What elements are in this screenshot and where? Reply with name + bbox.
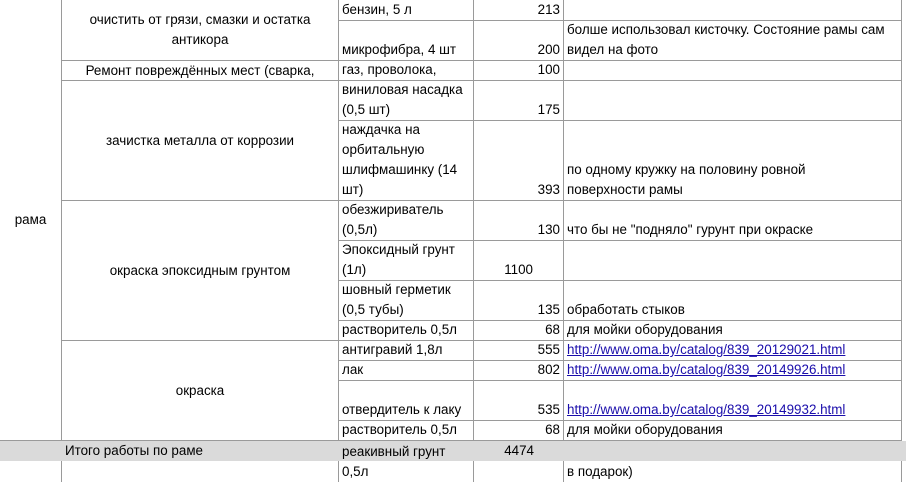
item-price: 213 (537, 2, 560, 17)
item-price: 135 (537, 302, 560, 317)
item-price: 68 (545, 422, 560, 437)
item-name: Эпоксидный грунт (1л) (342, 242, 455, 277)
item-note-cell[interactable] (564, 201, 902, 241)
op-clean-cell[interactable] (62, 0, 339, 61)
op-paint-cell[interactable] (62, 341, 339, 441)
group-cell[interactable] (0, 0, 62, 441)
item-name-cell[interactable] (339, 121, 474, 201)
item-price-cell[interactable] (474, 21, 564, 61)
item-note-cell[interactable] (564, 61, 902, 81)
item-note-cell[interactable] (564, 321, 902, 341)
op-derust-cell[interactable] (62, 81, 339, 201)
item-note-cell[interactable] (564, 81, 902, 121)
op-clean-label: очистить от грязи, смазки и остатка антикора (89, 12, 311, 47)
item-price: 1100 (504, 262, 533, 277)
catalog-link[interactable]: http://www.oma.by/catalog/839_20149926.html (567, 362, 846, 377)
item-note-cell[interactable] (564, 21, 902, 61)
total-value: 4474 (504, 443, 534, 458)
item-note-cell[interactable] (564, 341, 902, 361)
item-price: 535 (537, 402, 560, 417)
item-name-cell[interactable] (339, 381, 474, 421)
item-name-cell[interactable] (339, 0, 474, 21)
item-note-cell[interactable] (564, 121, 902, 201)
item-name-cell[interactable] (339, 61, 474, 81)
item-name-cell[interactable] (339, 361, 474, 381)
extra-op-cell[interactable] (62, 461, 339, 482)
extra-note: в подарок) (567, 464, 633, 479)
item-note-cell[interactable] (564, 281, 902, 321)
item-price-cell[interactable] (474, 241, 564, 281)
item-name: шовный герметик (0,5 тубы) (342, 282, 451, 317)
item-name: виниловая насадка (0,5 шт) (342, 82, 463, 117)
extra-name-cell[interactable] (339, 444, 474, 482)
item-price: 555 (537, 342, 560, 357)
extra-note-cell[interactable] (564, 461, 902, 482)
total-label: Итого работы по раме (65, 443, 203, 458)
item-name: растворитель 0,5л (342, 322, 457, 337)
item-note: болше использовал кисточку. Состояние рамы сам видел на фото (567, 22, 885, 57)
item-name: обезжириватель (0,5л) (342, 202, 444, 237)
op-repair-cell[interactable] (62, 61, 339, 81)
op-epoxy-label: окраска эпоксидным грунтом (109, 262, 291, 278)
item-name-cell[interactable] (339, 81, 474, 121)
item-name: антигравий 1,8л (342, 342, 443, 357)
item-price: 100 (537, 62, 560, 77)
item-price: 130 (537, 222, 560, 237)
item-note-cell[interactable] (564, 241, 902, 281)
item-note-cell[interactable] (564, 0, 902, 21)
item-name-cell[interactable] (339, 21, 474, 61)
group-label: рама (14, 212, 47, 227)
item-price-cell[interactable] (474, 341, 564, 361)
item-name-cell[interactable] (339, 201, 474, 241)
item-price-cell[interactable] (474, 61, 564, 81)
item-price: 175 (537, 102, 560, 117)
op-repair-label: Ремонт повреждённых мест (сварка, (85, 62, 315, 78)
item-name: наждачка на орбитальную шлифмашинку (14 шт) (342, 122, 458, 197)
total-value-cell[interactable] (474, 441, 564, 461)
op-epoxy-cell[interactable] (62, 201, 339, 341)
catalog-link[interactable]: http://www.oma.by/catalog/839_20149932.html (567, 402, 846, 417)
item-price-cell[interactable] (474, 321, 564, 341)
item-name-cell[interactable] (339, 241, 474, 281)
op-paint-label: окраска (175, 382, 225, 398)
extra-group-cell[interactable] (0, 461, 62, 482)
item-price: 68 (545, 322, 560, 337)
item-price-cell[interactable] (474, 201, 564, 241)
item-price-cell[interactable] (474, 121, 564, 201)
item-price-cell[interactable] (474, 361, 564, 381)
item-name: микрофибра, 4 шт (342, 42, 456, 57)
item-note-cell[interactable] (564, 381, 902, 421)
item-name-cell[interactable] (339, 341, 474, 361)
item-name: газ, проволока, (342, 62, 437, 77)
extra-price-cell[interactable] (474, 461, 564, 482)
item-name-cell[interactable] (339, 421, 474, 441)
item-price-cell[interactable] (474, 421, 564, 441)
item-price: 200 (537, 42, 560, 57)
item-name: лак (342, 362, 364, 377)
item-note: для мойки оборудования (567, 322, 723, 337)
item-name-cell[interactable] (339, 321, 474, 341)
item-note-cell[interactable] (564, 421, 902, 441)
item-price-cell[interactable] (474, 281, 564, 321)
item-price: 802 (537, 362, 560, 377)
item-price: 393 (537, 182, 560, 197)
item-name: бензин, 5 л (342, 2, 412, 17)
item-name-cell[interactable] (339, 281, 474, 321)
catalog-link[interactable]: http://www.oma.by/catalog/839_20129021.html (567, 342, 846, 357)
item-note: по одному кружку на половину ровной поверхности рамы (567, 162, 806, 197)
item-price-cell[interactable] (474, 81, 564, 121)
item-name: растворитель 0,5л (342, 422, 457, 437)
item-note: обработать стыков (567, 302, 685, 317)
item-note: для мойки оборудования (567, 422, 723, 437)
item-note: что бы не "подняло" гурунт при окраске (567, 222, 814, 237)
item-price-cell[interactable] (474, 381, 564, 421)
extra-name: реакивный грунт 0,5л (342, 444, 446, 479)
item-name: отвердитель к лаку (342, 402, 462, 417)
item-note-cell[interactable] (564, 361, 902, 381)
item-price-cell[interactable] (474, 0, 564, 21)
op-derust-label: зачистка металла от коррозии (105, 132, 295, 148)
